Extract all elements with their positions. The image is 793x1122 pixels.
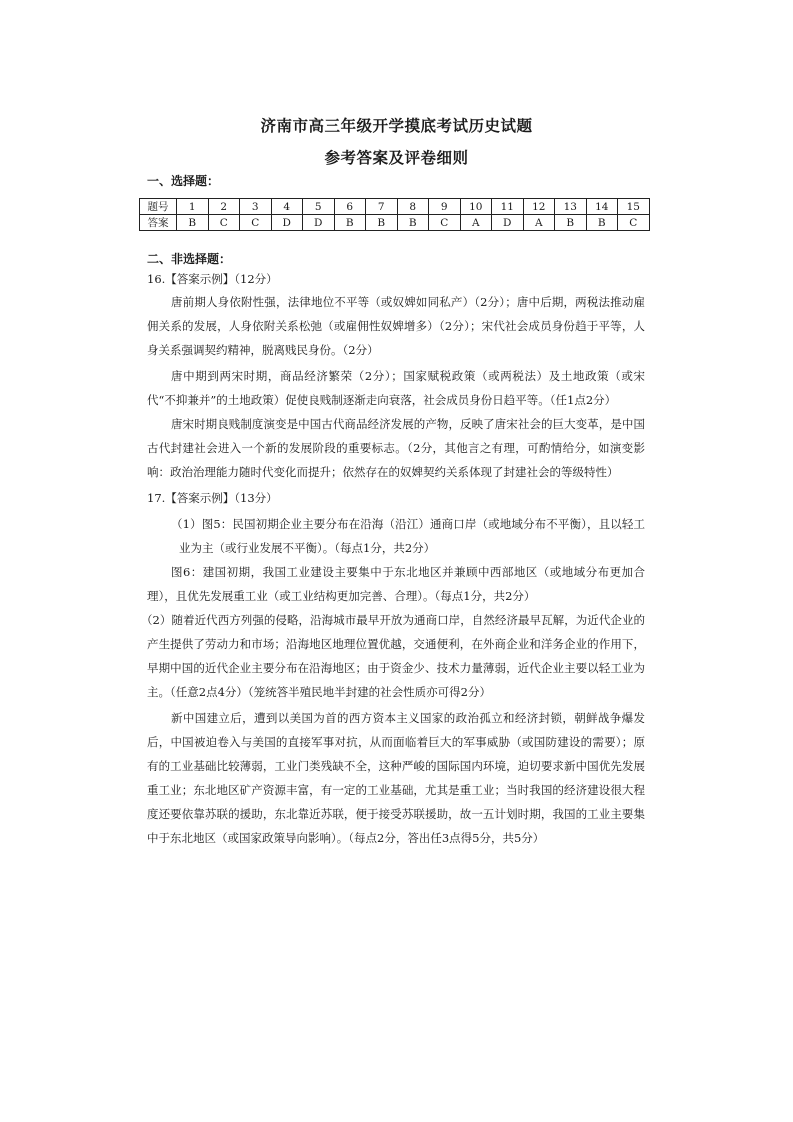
- table-cell-number: 12: [523, 199, 555, 215]
- table-cell-answer: D: [271, 215, 303, 231]
- question-17-heading: 17.【答案示例】（13分）: [147, 491, 278, 505]
- question-17-paragraph-4: 新中国建立后，遭到以美国为首的西方资本主义国家的政治孤立和经济封锁，朝鲜战争爆发后，中国被迫卷入与美国的直接军事对抗，从而面临着巨大的军事威胁（或国防建设的需要）；原有的工业基础比较薄弱，工业门类残缺不全，这种严峻的国际国内环境，迫切要求新中国优先发展重工业；东北地区矿产资源丰富，有一定的工业基础，尤其是重工业；当时我国的经济建设很大程度还要依靠苏联的援助，东北靠近苏联，便于接受苏联援助，故一五计划时期，我国的工业主要集中于东北地区（或国家政策导向影响）。（每点2分，答出任3点得5分，共5分）: [147, 711, 645, 845]
- section-heading-choice: 一、选择题：: [147, 174, 220, 188]
- table-cell-number: 1: [177, 199, 209, 215]
- table-cell-answer: C: [618, 215, 650, 231]
- table-cell-number: 6: [334, 199, 366, 215]
- table-cell-number: 11: [492, 199, 524, 215]
- table-cell-number: 4: [271, 199, 303, 215]
- table-cell-answer: C: [240, 215, 272, 231]
- table-cell-answer: D: [492, 215, 524, 231]
- table-row-answers: [140, 215, 650, 231]
- table-cell-number: 13: [555, 199, 587, 215]
- table-cell-number: 14: [586, 199, 618, 215]
- table-cell-answer: A: [523, 215, 555, 231]
- table-cell-number: 8: [397, 199, 429, 215]
- table-cell-answer: B: [366, 215, 398, 231]
- question-16-paragraph-2: 唐中期到两宋时期，商品经济繁荣（2分）；国家赋税政策（或两税法）及土地政策（或宋代“不抑兼并”的土地政策）促使良贱制逐渐走向衰落，社会成员身份日趋平等。（任1点2分）: [147, 369, 645, 407]
- table-cell-answer: B: [334, 215, 366, 231]
- table-cell-answer: C: [208, 215, 240, 231]
- table-cell-answer: C: [429, 215, 461, 231]
- answer-table: [139, 198, 650, 231]
- table-cell-answer: B: [397, 215, 429, 231]
- table-cell-answer: B: [177, 215, 209, 231]
- table-cell-answer: A: [460, 215, 492, 231]
- table-cell-answer: B: [586, 215, 618, 231]
- question-16-heading: 16.【答案示例】（12分）: [147, 272, 278, 286]
- question-17-paragraph-3: （2）随着近代西方列强的侵略，沿海城市最早开放为通商口岸，自然经济最早瓦解，为近代企业的产生提供了劳动力和市场；沿海地区地理位置优越，交通便利，在外商企业和洋务企业的作用下，早期中国的近代企业主要分布在沿海地区；由于资金少、技术力量薄弱，近代企业主要以轻工业为主。（任意2点4分）（笼统答半殖民地半封建的社会性质亦可得2分）: [141, 613, 645, 699]
- page-title: 济南市高三年级开学摸底考试历史试题: [260, 116, 533, 135]
- table-cell-number: 10: [460, 199, 492, 215]
- table-cell-answer: D: [303, 215, 335, 231]
- table-cell-number: 7: [366, 199, 398, 215]
- table-cell-number: 2: [208, 199, 240, 215]
- table-cell-number: 5: [303, 199, 335, 215]
- question-16-paragraph-3: 唐宋时期良贱制度演变是中国古代商品经济发展的产物，反映了唐宋社会的巨大变革，是中国古代封建社会进入一个新的发展阶段的重要标志。（2分，其他言之有理，可酌情给分，如演变影响：政治治理能力随时代变化而提升；依然存在的奴婢契约关系体现了封建社会的等级特性）: [147, 417, 645, 479]
- table-cell-answer: B: [555, 215, 587, 231]
- question-16-paragraph-1: 唐前期人身依附性强，法律地位不平等（或奴婢如同私产）（2分）；唐中后期，两税法推动雇佣关系的发展，人身依附关系松弛（或雇佣性奴婢增多）（2分）；宋代社会成员身份趋于平等，人身关系强调契约精神，脱离贱民身份。（2分）: [147, 295, 645, 357]
- question-17-paragraph-1: （1）图5：民国初期企业主要分布在沿海（沿江）通商口岸（或地域分布不平衡），且以轻工业为主（或行业发展不平衡）。（每点1分，共2分）: [171, 517, 645, 555]
- table-row-numbers: [140, 199, 650, 215]
- table-cell-number: 9: [429, 199, 461, 215]
- row-label-number: 题号: [140, 199, 177, 215]
- table-cell-number: 3: [240, 199, 272, 215]
- row-label-answer: 答案: [140, 215, 177, 231]
- page-subtitle: 参考答案及评卷细则: [324, 148, 469, 167]
- table-cell-number: 15: [618, 199, 650, 215]
- question-17-paragraph-2: 图6：建国初期，我国工业建设主要集中于东北地区并兼顾中西部地区（或地域分布更加合理），且优先发展重工业（或工业结构更加完善、合理）。（每点1分，共2分）: [147, 565, 645, 603]
- section-heading-nonchoice: 二、非选择题：: [147, 252, 232, 266]
